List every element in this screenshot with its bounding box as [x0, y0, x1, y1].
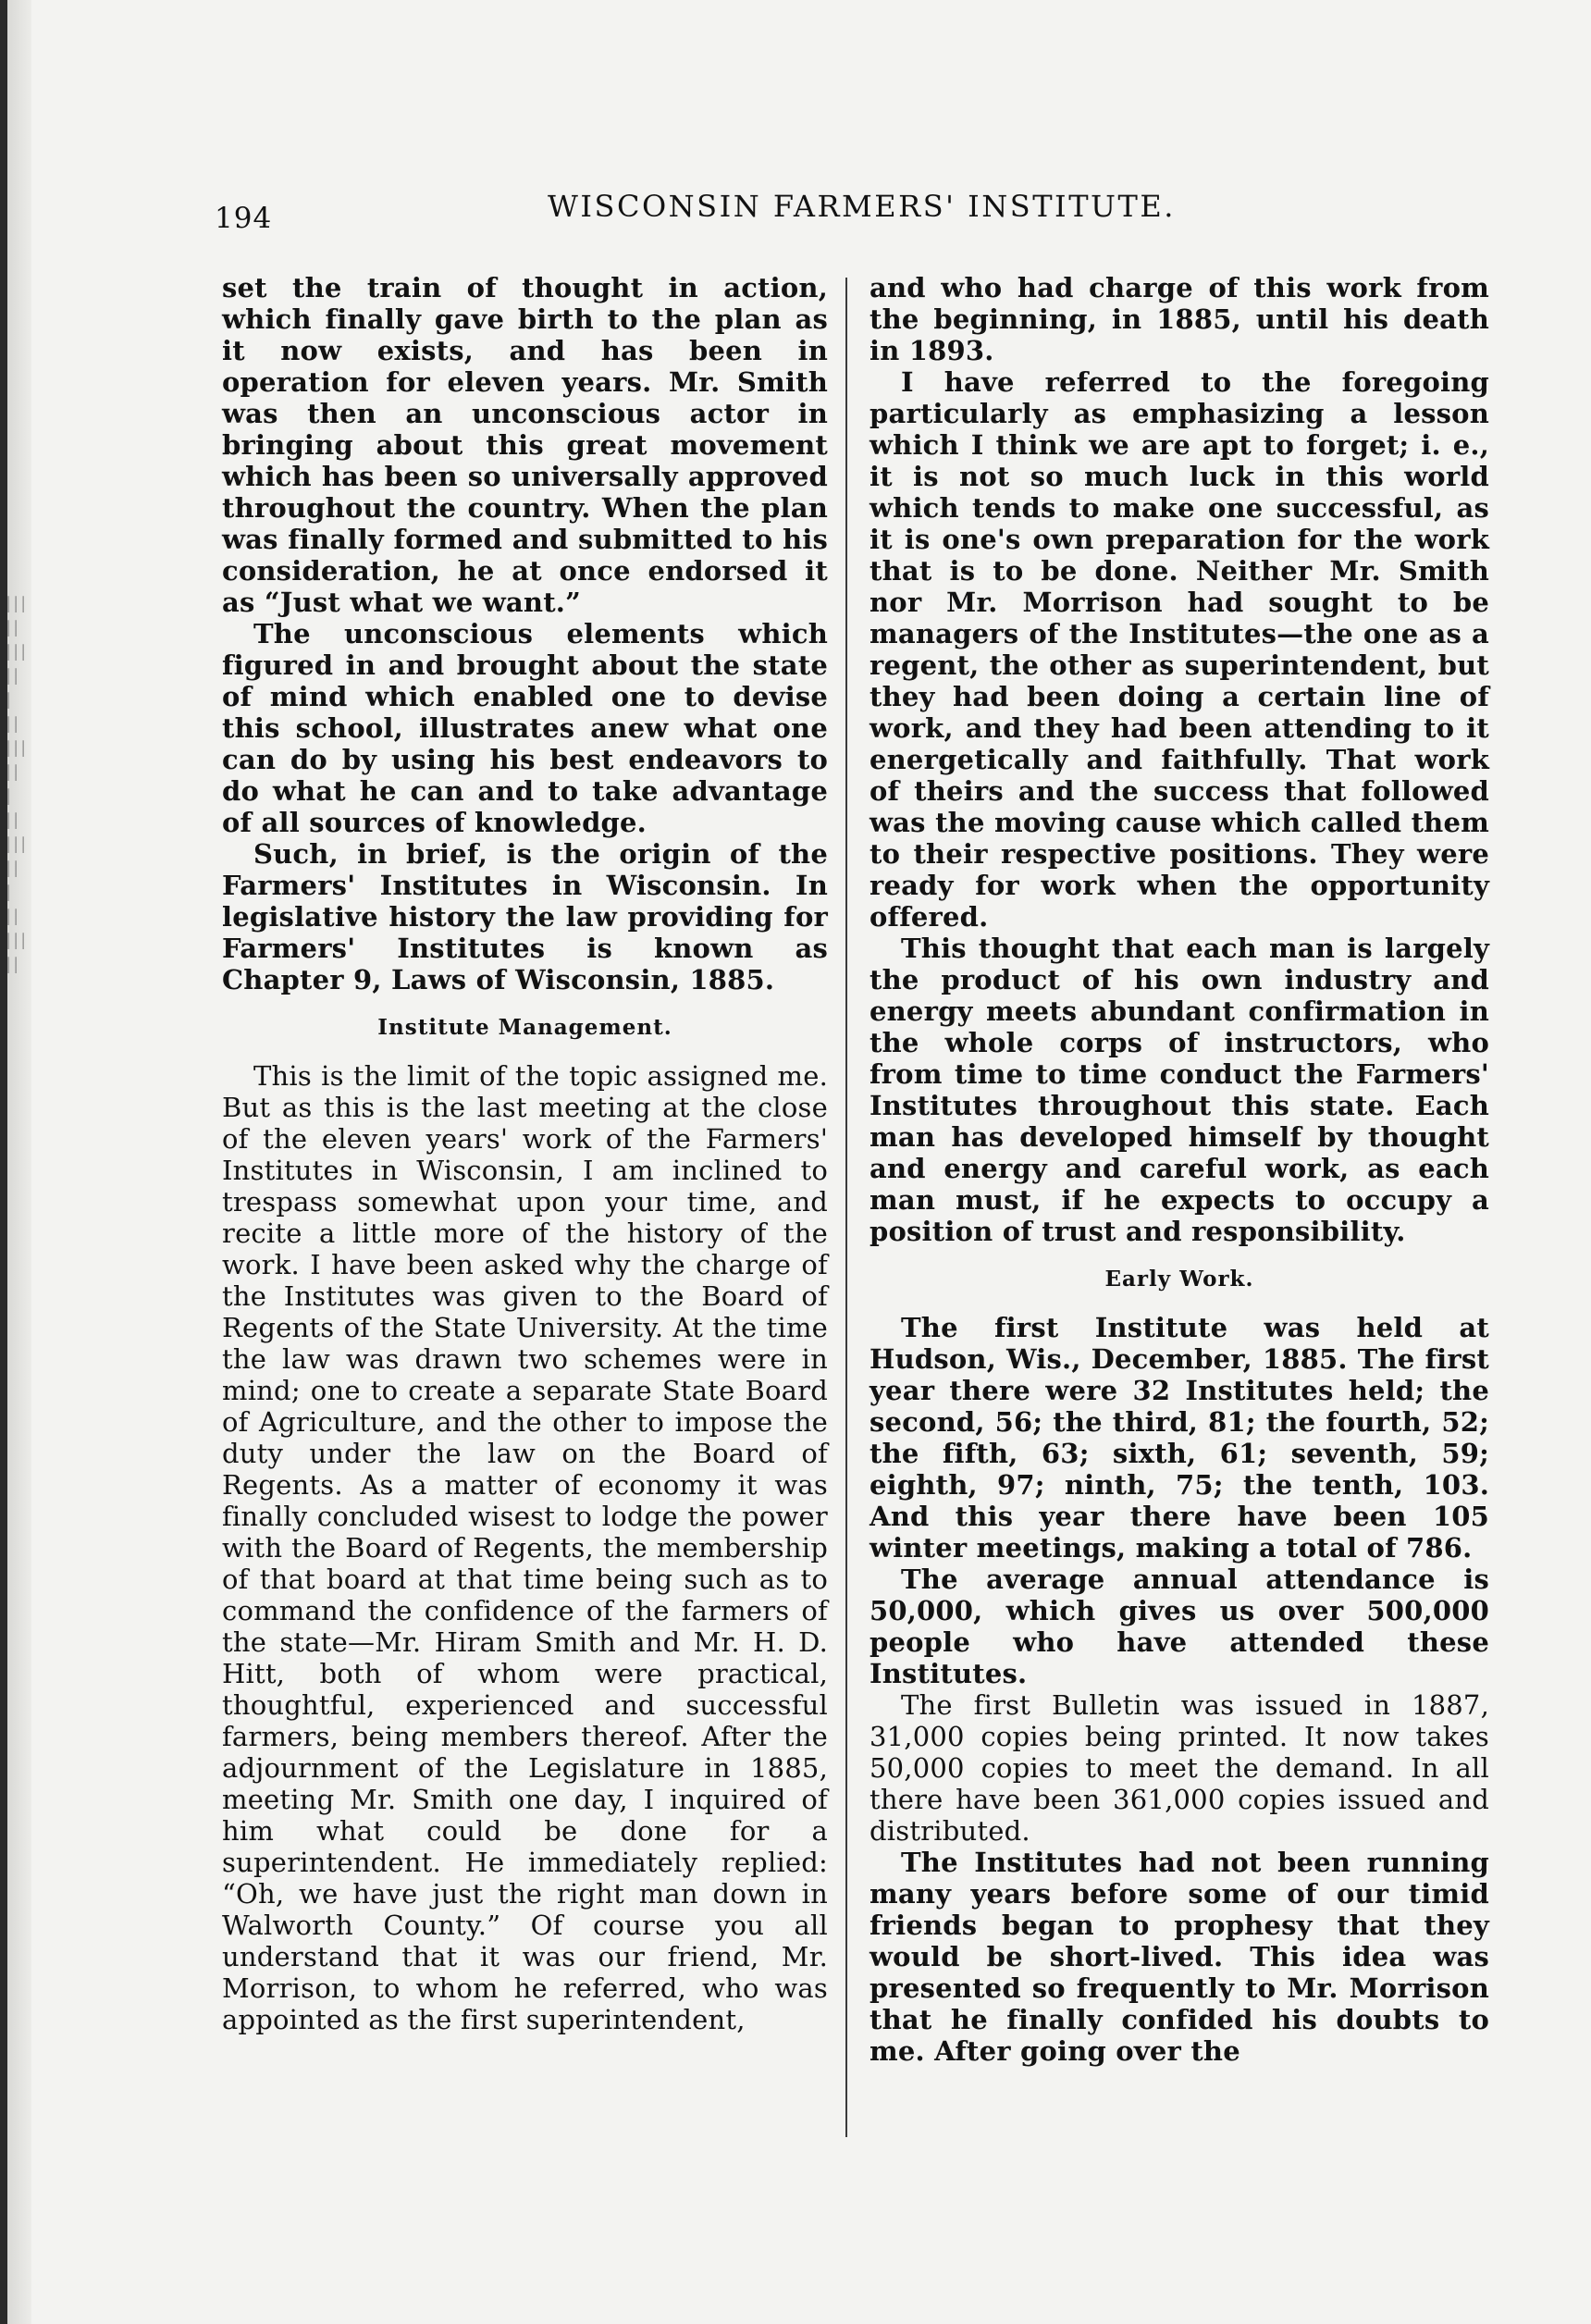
right-paragraph-5: The average annual attendance is 50,000, which gives us over 500,000 people who have attended these Institutes. — [870, 1564, 1489, 1689]
section-heading-early-work: Early Work. — [1104, 1267, 1254, 1292]
column-divider — [845, 278, 847, 2137]
right-paragraph-2: I have referred to the foregoing particularly as emphasizing a lesson which I think we are apt to forget; i. e., it is not so much luck in this world which tends to make one successful, as it is one's own preparation for the work that is to be done. Neither Mr. Smith nor Mr. Morrison had sought to be managers of the Institutes—the one as a regent, the other as superintendent, but they had been doing a certain line of work, and they had been attending to it energetically and faithfully. That work of theirs and the success that followed was the moving cause which called them to their respective positions. They were ready for work when the opportunity offered. — [870, 366, 1489, 933]
right-paragraph-3: This thought that each man is largely the product of his own industry and energy meets abundant confirmation in the whole corps of instructors, who from time to time conduct the Farmers' Institutes throughout this state. Each man has developed himself by thought and energy and careful work, as each man must, if he expects to occupy a position of trust and responsibility. — [870, 933, 1489, 1247]
running-head — [215, 185, 1214, 241]
left-paragraph-1: set the train of thought in action, which finally gave birth to the plan as it now exists, and has been in operation for eleven years. Mr. Smith was then an unconscious actor in bringing about this great movement which has been so universally approved throughout the country. When the plan was finally formed and submitted to his consideration, he at once endorsed it as “Just what we want.” — [222, 272, 828, 618]
right-paragraph-1: and who had charge of this work from the beginning, in 1885, until his death in 1893. — [870, 272, 1489, 366]
facing-page-bleed-marks: ||| || ||| || | || ||| || | || ||| || | || ||| || — [6, 594, 29, 974]
right-paragraph-4: The first Institute was held at Hudson, Wis., December, 1885. The first year there were 32 Institutes held; the second, 56; the third, 81; the fourth, 52; the fifth, 63; sixth, 61; seventh, 59; eighth, 97; ninth, 75; the tenth, 103. And this year there have been 105 winter meetings, making a total of 786. — [870, 1312, 1489, 1564]
left-paragraph-4: This is the limit of the topic assigned me. But as this is the last meeting at the close of the eleven years' work of the Farmers' Institutes in Wisconsin, I am inclined to trespass somewhat upon your time, and recite a little more of the history of the work. I have been asked why the charge of the Institutes was given to the Board of Regents of the State University. At the time the law was drawn two schemes were in mind; one to create a separate State Board of Agriculture, and the other to impose the duty under the law on the Board of Regents. As a matter of economy it was finally concluded wisest to lodge the power with the Board of Regents, the membership of that board at that time being such as to command the confidence of the farmers of the state—Mr. Hiram Smith and Mr. H. D. Hitt, both of whom were practical, thoughtful, experienced and successful farmers, being members thereof. After the adjournment of the Legislature in 1885, meeting Mr. Smith one day, I inquired of him what could be done for a superintendent. He immediately replied: “Oh, we have just the right man down in Walworth County.” Of course you all understand that it was our friend, Mr. Morrison, to whom he referred, who was appointed as the first superintendent, — [222, 1060, 828, 2035]
page-number: 194 — [215, 202, 273, 235]
facing-page-edge — [7, 0, 31, 2324]
binding-edge — [0, 0, 7, 2324]
section-heading-institute-management: Institute Management. — [377, 1015, 672, 1040]
left-paragraph-2: The unconscious elements which figured in and brought about the state of mind which enabled one to devise this school, illustrates anew what one can do by using his best endeavors to do what he can and to take advantage of all sources of knowledge. — [222, 618, 828, 838]
right-paragraph-6: The first Bulletin was issued in 1887, 31,000 copies being printed. It now takes 50,000 copies to meet the demand. In all there have been 361,000 copies issued and distributed. — [870, 1689, 1489, 1847]
right-paragraph-7: The Institutes had not been running many years before some of our timid friends began to prophesy that they would be short-lived. This idea was presented so frequently to Mr. Morrison that he finally confided his doubts to me. After going over the — [870, 1847, 1489, 2067]
left-paragraph-3: Such, in brief, is the origin of the Farmers' Institutes in Wisconsin. In legislative history the law providing for Farmers' Institutes is known as Chapter 9, Laws of Wisconsin, 1885. — [222, 838, 828, 995]
left-column — [222, 272, 828, 2035]
running-title: WISCONSIN FARMERS' INSTITUTE. — [548, 189, 1176, 224]
right-column — [870, 272, 1489, 2067]
